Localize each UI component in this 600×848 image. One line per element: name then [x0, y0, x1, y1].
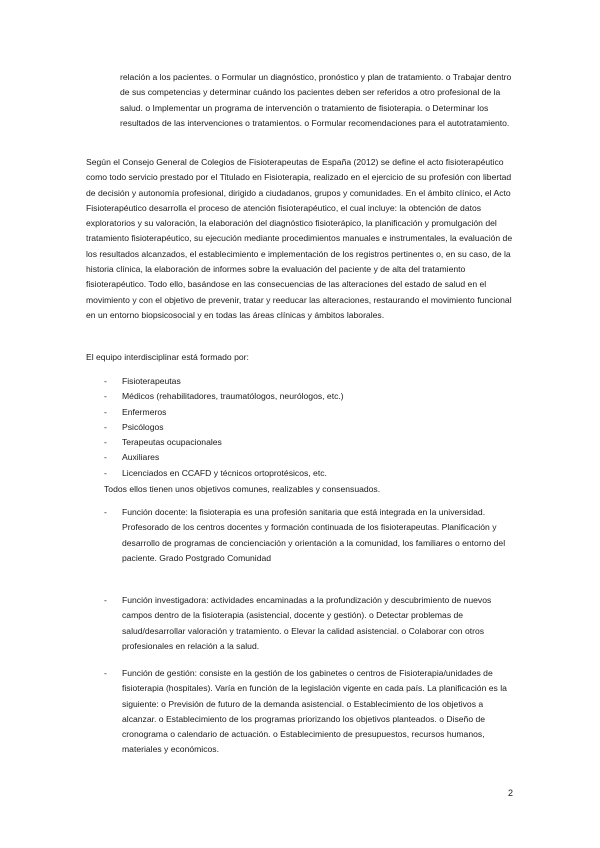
list-item-text: Psicólogos [122, 421, 164, 432]
list-item-text: Fisioterapeutas [122, 376, 181, 386]
list-dash: - [104, 406, 107, 417]
list-item-text: Terapeutas ocupacionales [122, 437, 222, 448]
consejo-paragraph: Según el Consejo General de Colegios de Fisioterapeutas de España (2012) se define el acto fisioterapéutico como todo servicio prestado por el Titulado en Fisioterapia, realizado en el ejercicio de su profesión con libertad de decisión y autonomía profesional, dirigido a ciudadanos, grupos y comunidades. En el ámbito clínico, el Acto Fisioterapéutico desarrolla el proceso de atención fisioterapéutico, el cual incluye: la obtención de datos exploratorios y su valoración, la elaboración del diagnóstico fisioterápico, la planificación y promulgación del tratamiento fisioterapéutico, su ejecución mediante procedimientos manuales e instrumentales, la evaluación de los resultados alcanzados, el establecimiento e implementación de los registros pertinentes o, en su caso, de la historia clínica, la elaboración de informes sobre la evaluación del paciente y de alta del tratamiento fisioterapéutico. Todo ello, basándose en las consecuencias de las alteraciones del estado de salud en el movimiento y con el objetivo de prevenir, tratar y reeducar las alteraciones, restaurando el movimiento funcional en un entorno biopsicosocial y en todas las áreas clínicas y ámbitos laborales. [86, 157, 513, 320]
list-item-text: Médicos (rehabilitadores, traumatólogos, neurólogos, etc.) [122, 391, 344, 402]
list-dash: - [104, 376, 107, 386]
list-item [86, 450, 506, 465]
list-dash: - [104, 467, 107, 478]
list-dash: - [104, 507, 107, 517]
list-dash: - [104, 391, 107, 402]
objetivos-paragraph: Todos ellos tienen unos objetivos comunes, realizables y consensuados. [104, 484, 381, 494]
list-item [86, 466, 506, 481]
list-item-text: Auxiliares [122, 452, 160, 463]
list-item [86, 374, 506, 389]
team-list [86, 374, 506, 481]
function-gestion-text: Función de gestión: consiste en la gestión de los gabinetes o centros de Fisioterapia/unidades de fisioterapia (hospitales). Varía en función de la legislación vigente en cada país. La planificación es la siguiente: o Previsión de futuro de la demanda asistencial. o Establecimiento de los objetivos a alcanzar. o Establecimiento de los programas priorizando los objetivos planteados. o Diseño de cronograma o calendario de actuación. o Establecimiento de presupuestos, recursos humanos, materiales y económicos. [122, 668, 507, 755]
list-item [86, 420, 506, 435]
list-dash: - [104, 437, 107, 448]
function-investigadora-text: Función investigadora: actividades encaminadas a la profundización y descubrimiento de nuevos campos dentro de la fisioterapia (asistencial, docente y gestión). o Detectar problemas de salud/desarrollar valoración y tratamiento. o Elevar la calidad asistencial. o Colaborar con otros profesionales en relación a la salud. [122, 595, 492, 651]
list-item [86, 435, 506, 450]
list-dash: - [104, 452, 107, 463]
list-item [86, 405, 506, 420]
list-item-text: Licenciados en CCAFD y técnicos ortoprotésicos, etc. [122, 467, 327, 478]
list-dash: - [104, 668, 107, 678]
page-number: 2 [508, 788, 514, 798]
equipo-intro-paragraph: El equipo interdisciplinar está formado por: [86, 352, 249, 362]
list-dash: - [104, 595, 107, 605]
list-dash: - [104, 421, 107, 432]
list-item [86, 389, 506, 404]
intro-list-paragraph: relación a los pacientes. o Formular un diagnóstico, pronóstico y plan de tratamiento. o Trabajar dentro de sus competencias y determinar cuándo los pacientes deben ser referidos a otro profesional de la salud. o Implementar un programa de intervención o tratamiento de fisioterapia. o Determinar los resultados de las intervenciones o tratamientos. o Formular recomendaciones para el autotratamiento. [120, 72, 512, 128]
list-item-text: Enfermeros [122, 406, 167, 417]
function-docente-text: Función docente: la fisioterapia es una profesión sanitaria que está integrada en la universidad. Profesorado de los centros docentes y formación continuada de los fisioterapeutas. Planificación y desarrollo de programas de concienciación y orientación a la comunidad, los familiares o entorno del paciente. Grado Postgrado Comunidad [122, 507, 506, 563]
